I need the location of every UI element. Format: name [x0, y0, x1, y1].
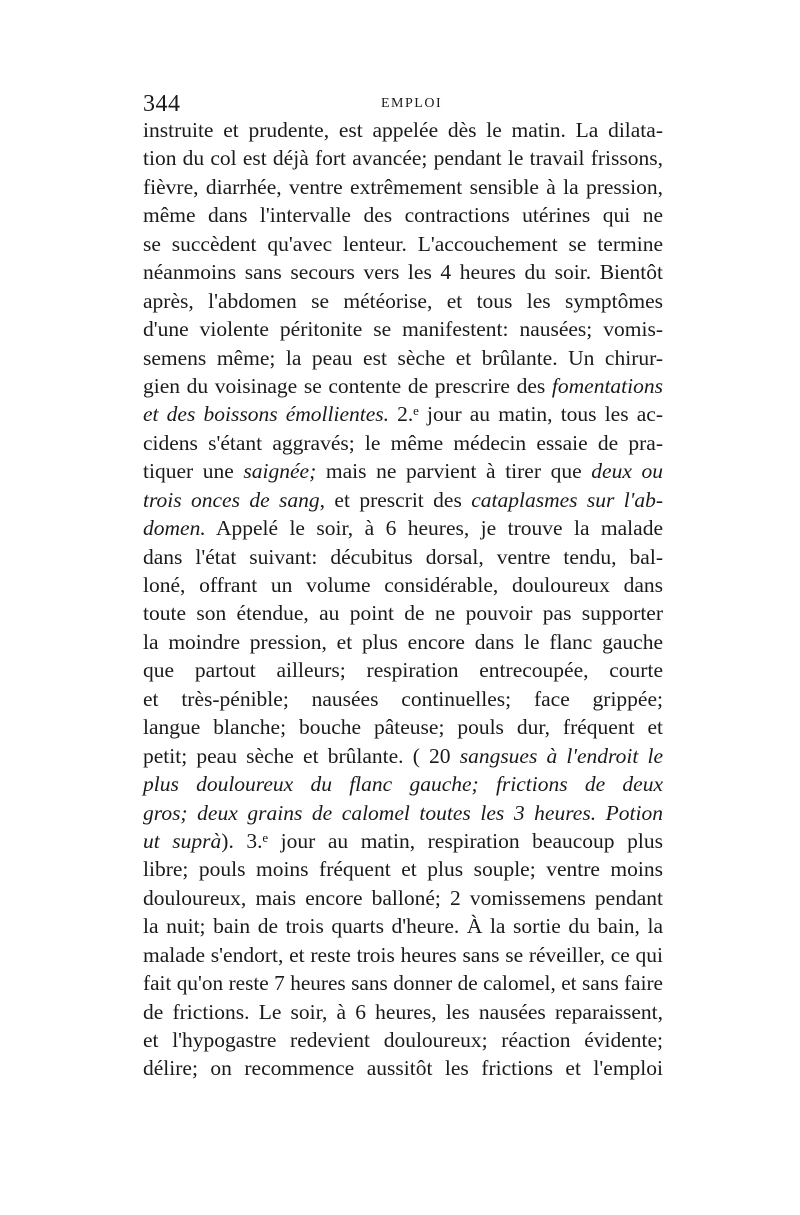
text-segment: instruite et prudente, est appelée dès le matin. La dilata-	[143, 118, 663, 142]
text-line	[143, 173, 663, 201]
italic-text: fomentations	[551, 373, 663, 398]
text-line	[143, 969, 663, 997]
text-segment: délire; on recommence aussitôt les frictions et l'emploi	[143, 1056, 663, 1081]
text-line	[143, 1054, 663, 1082]
text-segment: cidens s'étant aggravés; le même médecin essaie de pra-	[143, 430, 663, 455]
text-segment: toute son étendue, au point de ne pouvoir pas supporter	[143, 601, 663, 626]
text-line	[143, 713, 663, 741]
italic-text: plus douloureux du flanc gauche; frictions de deux	[143, 772, 663, 797]
text-line	[143, 1026, 663, 1054]
text-line	[143, 400, 663, 428]
text-segment: d'une violente péritonite se manifestent: nausées; vomis-	[143, 317, 663, 342]
text-segment: tion du col est déjà fort avancée; pendant le travail frissons,	[143, 146, 663, 171]
text-segment: que partout ailleurs; respiration entrecoupée, courte	[143, 658, 663, 683]
text-segment: et l'hypogastre redevient douloureux; réaction évidente;	[143, 1028, 663, 1052]
text-line	[143, 230, 663, 258]
text-segment: néanmoins sans secours vers les 4 heures du soir. Bientôt	[143, 260, 663, 285]
text-segment: gien du voisinage se contente de prescrire des	[143, 373, 552, 398]
italic-text: deux ou	[591, 459, 663, 484]
text-line	[143, 144, 663, 172]
text-segment: fait qu'on reste 7 heures sans donner de calomel, et sans faire	[143, 971, 663, 996]
text-segment: fièvre, diarrhée, ventre extrêmement sensible à la pression,	[143, 174, 663, 199]
text-segment: langue blanche; bouche pâteuse; pouls dur, fréquent et	[143, 715, 663, 740]
text-segment: se succèdent qu'avec lenteur. L'accouchement se termine	[143, 231, 663, 256]
text-line	[143, 770, 663, 798]
text-line	[143, 429, 663, 457]
italic-text: cataplasmes sur l'ab-	[471, 487, 663, 512]
italic-text: et des boissons émollientes.	[143, 402, 390, 427]
text-line	[143, 514, 663, 542]
text-line	[143, 941, 663, 969]
text-segment: tiquer une	[143, 459, 244, 484]
italic-text: sangsues à l'endroit le	[459, 743, 663, 768]
text-line	[143, 457, 663, 485]
text-line	[143, 656, 663, 684]
text-line	[143, 827, 663, 855]
body-text	[143, 116, 663, 1083]
text-line	[143, 628, 663, 656]
text-segment: Appelé le soir, à 6 heures, je trouve la malade	[205, 516, 663, 541]
text-segment: 2.ᵉ jour au matin, tous les ac-	[389, 402, 663, 427]
text-segment: douloureux, mais encore balloné; 2 vomissemens pendant	[143, 885, 663, 910]
page-number: 344	[143, 91, 181, 117]
text-line	[143, 486, 663, 514]
text-segment: libre; pouls moins fréquent et plus souple; ventre moins	[143, 857, 663, 882]
text-segment: même dans l'intervalle des contractions utérines qui ne	[143, 203, 663, 228]
text-line	[143, 258, 663, 286]
text-line	[143, 855, 663, 883]
text-segment: , et prescrit des	[319, 487, 472, 512]
text-line	[143, 116, 663, 144]
text-line	[143, 685, 663, 713]
text-segment: ). 3.ᵉ jour au matin, respiration beaucoup plus	[221, 828, 663, 853]
text-segment: la nuit; bain de trois quarts d'heure. À la sortie du bain, la	[143, 914, 663, 939]
text-segment: après, l'abdomen se météorise, et tous les symptômes	[143, 288, 663, 313]
text-line	[143, 571, 663, 599]
italic-text: saignée;	[243, 459, 317, 484]
text-line	[143, 912, 663, 940]
text-line	[143, 742, 663, 770]
text-segment: petit; peau sèche et brûlante. ( 20	[143, 743, 460, 768]
running-title: EMPLOI	[381, 96, 443, 111]
text-segment: de frictions. Le soir, à 6 heures, les nausées reparaissent,	[143, 999, 663, 1024]
text-line	[143, 998, 663, 1026]
text-line	[143, 543, 663, 571]
text-line	[143, 799, 663, 827]
text-line	[143, 344, 663, 372]
italic-text: ut suprà	[143, 828, 222, 853]
text-line	[143, 201, 663, 229]
text-segment: malade s'endort, et reste trois heures sans se réveiller, ce qui	[143, 942, 663, 967]
text-segment: loné, offrant un volume considérable, douloureux dans	[143, 573, 663, 597]
text-segment: dans l'état suivant: décubitus dorsal, ventre tendu, bal-	[143, 544, 663, 569]
text-line	[143, 287, 663, 315]
text-segment: semens même; la peau est sèche et brûlante. Un chirur-	[143, 345, 663, 370]
text-line	[143, 315, 663, 343]
italic-text: gros; deux grains de calomel toutes les 3 heures. Potion	[143, 800, 663, 825]
italic-text: domen.	[143, 516, 206, 541]
text-segment: et très-pénible; nausées continuelles; face grippée;	[143, 686, 663, 711]
text-segment: la moindre pression, et plus encore dans le flanc gauche	[143, 629, 663, 654]
italic-text: trois onces de sang	[143, 487, 320, 512]
text-line	[143, 372, 663, 400]
text-line	[143, 599, 663, 627]
text-line	[143, 884, 663, 912]
text-segment: mais ne parvient à tirer que	[316, 459, 592, 484]
